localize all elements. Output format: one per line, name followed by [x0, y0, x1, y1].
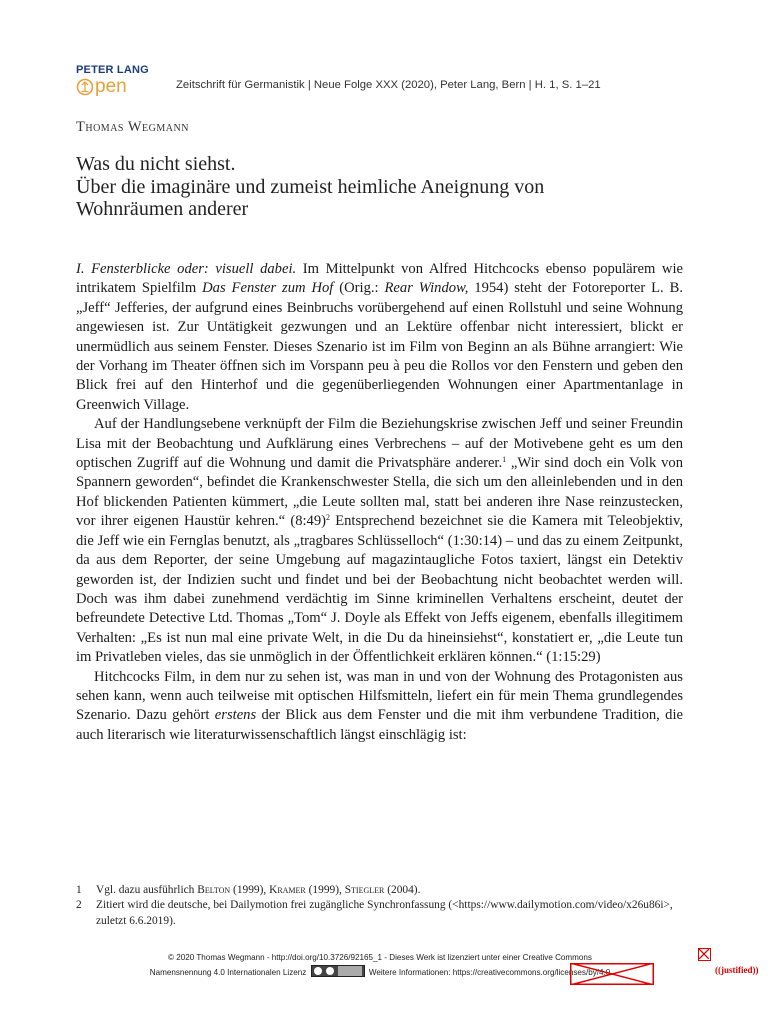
article-title [76, 153, 636, 221]
footnote-ref-2[interactable]: 2 [326, 513, 331, 523]
logo-open [76, 77, 149, 97]
cc-by-icon[interactable] [311, 965, 365, 977]
p1-text-b: (Orig.: [333, 280, 385, 297]
p1-text-a: Im Mittelpunkt von Alfred Hitchcocks ebenso populärem wie intrikatem Spielfilm [76, 261, 684, 297]
section-heading: I. Fensterblicke oder: visuell dabei. [76, 261, 297, 277]
annotation-box-icon [698, 948, 711, 961]
film-title: Das Fenster zum Hof [202, 280, 334, 297]
journal-header: Zeitschrift für Germanistik | Neue Folge XXX (2020), Peter Lang, Bern | H. 1, S. 1–21 [176, 79, 601, 91]
article-body [76, 260, 683, 745]
footnote-text-part: (2004). [384, 884, 421, 896]
p3-text-a: Hitchcocks Film, in dem nur zu sehen ist, was man in und von der Wohnung des Protagonisten aus sehen kann, wenn auch teilweise mit optischen Hilfsmitteln, liefert ein für mein Thema grundlegendes Szenario. Dazu gehört [76, 668, 683, 724]
citation-author: Stiegler [344, 884, 385, 896]
footnote-number: 2 [76, 899, 82, 912]
footnote-1 [76, 883, 686, 898]
footnote-text [96, 883, 686, 898]
film-original-title: Rear Window, [384, 280, 469, 297]
paragraph-1 [76, 260, 683, 415]
license-info-link[interactable]: Weitere Informationen: https://creativecommons.org/licenses/by/4.0 [368, 968, 611, 977]
footnote-2 [76, 898, 686, 929]
title-line-2: Über die imaginäre und zumeist heimliche Aneignung von Wohnräumen anderer [76, 175, 545, 220]
citation-author: Kramer [269, 884, 306, 896]
p3-text-b: der Blick aus dem Fenster und die mit ihm verbundene Tradition, die auch literarisch wie literaturwissenschaftlich längst einschlägig ist: [76, 707, 683, 743]
logo-brand-text: PETER LANG [76, 64, 149, 76]
paragraph-2 [76, 415, 683, 667]
footnote-ref-1[interactable]: 1 [502, 455, 507, 465]
license-line-1: © 2020 Thomas Wegmann - http://doi.org/10.3726/92165_1 - Dieses Werk ist lizenziert unter einer Creative Commons [168, 953, 592, 962]
p1-text-c: 1954) steht der Fotoreporter L. B. „Jeff“ Jefferies, der aufgrund eines Beinbruchs vorübergehend auf einen Rollstuhl und seine Wohnung angewiesen ist. Zur Untätigkeit gezwungen und an Lektüre offenbar nicht interessiert, blickt er unermüdlich aus seinem Fenster. Dieses Szenario ist im Film von Beginn an als Bühne arrangiert: Wie der Vorhang im Theater öffnen sich im Vorspann peu à peu die Rollos vor den Fenstern und geben den Blick frei auf den Hinterhof und die gegenüberliegenden Wohnungen einer Apartmentanlage in Greenwich Village. [76, 280, 683, 413]
strike-through-mark [570, 963, 654, 985]
citation-author: Belton [197, 884, 231, 896]
p2-text-c: Entsprechend bezeichnet sie die Kamera mit Teleobjektiv, die Jeff wie ein Fernglas benutzt, als „tragbares Schlüsselloch“ (1:30:14) – und das zu einem Zeitpunkt, da aus dem Reporter, der seine Umgebung auf magazintaugliche Fotos taxiert, längst ein Detektiv geworden ist, der Indizien sucht und findet und bei der Beobachtung nicht beobachtet werden will. Doch was ihm dabei zunehmend verdächtig im Sinne kriminellen Verhaltens erscheint, deutet der befreundete Detective Ltd. Thomas „Tom“ J. Doyle als Effekt von Jeffs eigenem, ebenfalls illegitimem Verhalten: „Es ist nun mal eine private Welt, in die Du da hineinsiehst“, konstatiert er, „die Leute tun im Privatleben vieles, das sie unmöglich in der Öffentlichkeit erklären können.“ (1:15:29) [76, 513, 683, 666]
footnote-text-part: Vgl. dazu ausführlich [96, 884, 198, 896]
license-name: Namensnennung 4.0 Internationalen Lizenz [149, 968, 307, 977]
footnote-text-part: (1999), [305, 884, 345, 896]
paragraph-3 [76, 668, 683, 746]
open-access-icon [76, 78, 94, 96]
footnote-text: Zitiert wird die deutsche, bei Dailymotion frei zugängliche Synchronfassung (<https://www.dailymotion.com/video/x26u86i>, zuletzt 6.6.2019). [96, 899, 673, 927]
annotation-label: ((justified)) [715, 965, 759, 975]
publisher-logo [76, 64, 149, 97]
article-author: Thomas Wegmann [76, 119, 189, 135]
footnote-text-part: (1999), [230, 884, 270, 896]
logo-open-text: pen [95, 76, 127, 97]
emphasis-erstens: erstens [214, 707, 257, 724]
p2-text-a: Auf der Handlungsebene verknüpft der Film die Beziehungskrise zwischen Jeff und seiner Freundin Lisa mit der Beobachtung und Aufklärung eines Verbrechens – auf der Motivebene geht es um den optischen Zugriff auf die Wohnung und damit die Privatsphäre anderer. [76, 416, 683, 472]
title-line-1: Was du nicht siehst. [76, 153, 236, 175]
p2-text-b: „Wir sind doch ein Volk von Spannern geworden“, befindet die Krankenschwester Stella, die sich um den alleinlebenden und in den Hof blickenden Patienten kümmert, „die Leute sollten mal, statt bei anderen ihre Nase reinzustecken, vor ihrer eigenen Haustür kehren.“ (8:49) [76, 455, 683, 530]
footnote-number: 1 [76, 884, 82, 896]
footnotes [76, 883, 686, 929]
